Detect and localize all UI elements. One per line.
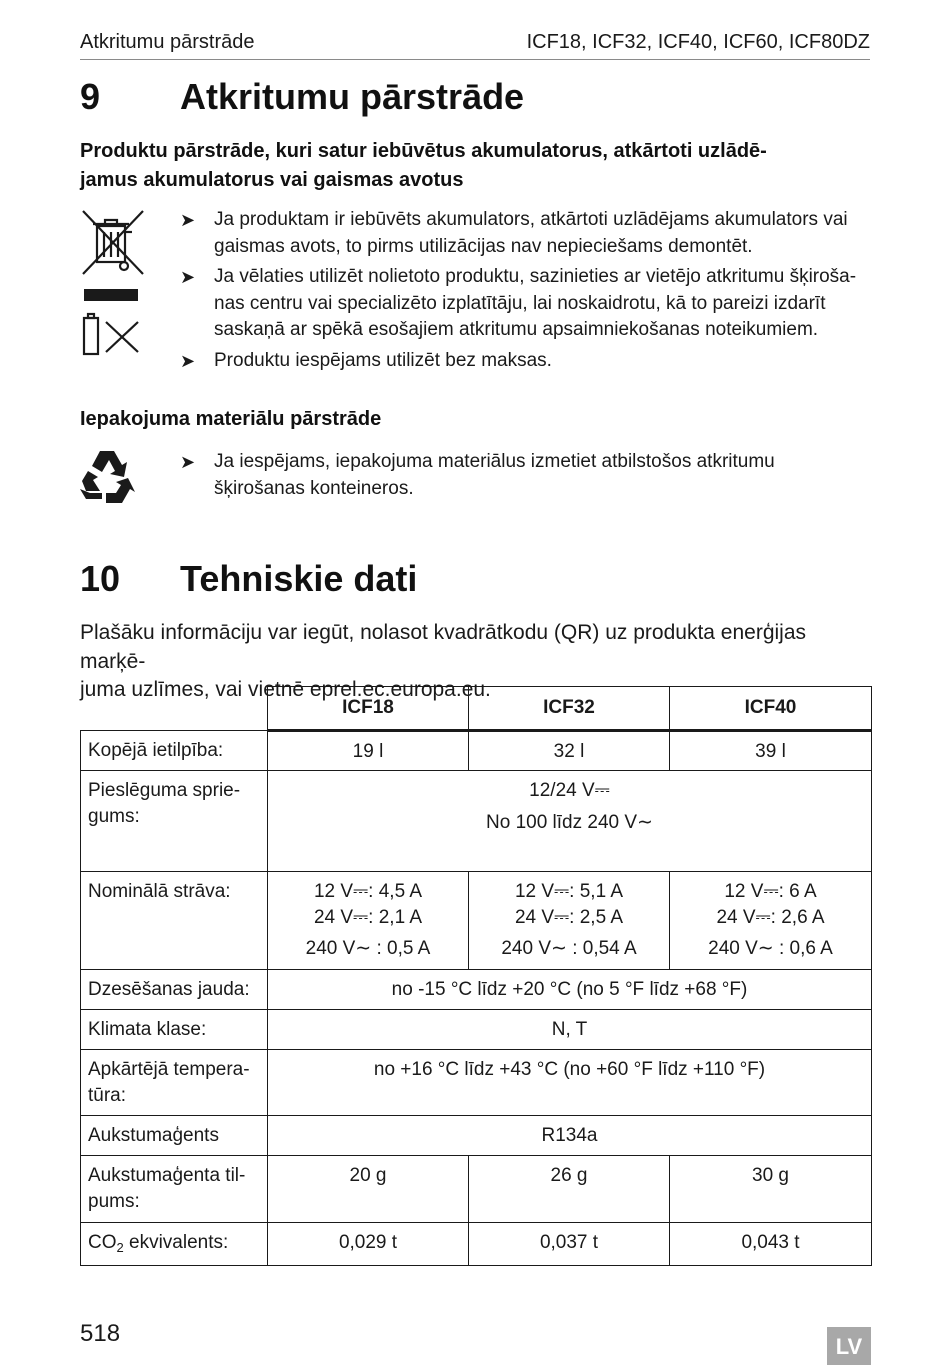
subsection-batteries-title-line1: Produktu pārstrāde, kuri satur iebūvētus akumulatorus, atkārtoti uzlādē- xyxy=(80,140,767,162)
table-row xyxy=(81,970,872,1010)
packaging-bullet-list xyxy=(180,449,870,506)
crossed-out-battery-icon xyxy=(80,312,142,356)
recycling-symbol-icon xyxy=(78,447,138,505)
table-cell: 0,029 t xyxy=(268,1223,469,1266)
row-label: Nominālā strāva: xyxy=(81,872,268,970)
table-cell: 12 V⎓: 6 A 24 V⎓: 2,6 A 240 V∼ : 0,6 A xyxy=(670,872,872,970)
table-header-row xyxy=(81,687,872,731)
column-header-icf18: ICF18 xyxy=(268,687,469,731)
header-section-title: Atkritumu pārstrāde xyxy=(80,31,255,53)
table-cell: 20 g xyxy=(268,1156,469,1223)
bullet-item: ➤ Produktu iespējams utilizēt bez maksas. xyxy=(180,348,870,375)
subsection-packaging-title: Iepakojuma materiālu pārstrāde xyxy=(80,408,382,430)
row-label: Apkārtējā tempera-tūra: xyxy=(81,1050,268,1116)
bullet-item: ➤ Ja produktam ir iebūvēts akumulators, atkārtoti uzlādējams akumulators vai gaismas avots, to pirms utilizācijas nav nepieciešams demontēt. xyxy=(180,209,848,257)
column-header-icf32: ICF32 xyxy=(469,687,670,731)
section-9-number: 9 xyxy=(80,76,101,117)
table-row xyxy=(81,1116,872,1156)
technical-data-table xyxy=(80,686,872,1266)
table-cell: 19 l xyxy=(268,731,469,771)
language-badge: LV xyxy=(827,1327,871,1365)
weee-underline-bar xyxy=(84,289,138,301)
table-cell: 39 l xyxy=(670,731,872,771)
section-10-number: 10 xyxy=(80,558,121,599)
row-label: Aukstumaģenta til-pums: xyxy=(81,1156,268,1223)
technical-data-intro: Plašāku informāciju var iegūt, nolasot kvadrātkodu (QR) uz produkta enerģijas marķē- juma uzlīmes, vai vietnē eprel.ec.europa.eu. xyxy=(80,621,807,701)
section-9-title: Atkritumu pārstrāde xyxy=(180,76,525,117)
row-label: Aukstumaģents xyxy=(81,1116,268,1156)
section-10-title: Tehniskie dati xyxy=(180,558,418,599)
row-label: $CO_2$ ekvivalents: xyxy=(81,1223,268,1266)
bullet-item: ➤ Ja iespējams, iepakojuma materiālus izmetiet atbilstošos atkritumu šķirošanas konteineros. xyxy=(180,451,775,499)
table-cell: no +16 °C līdz +43 °C (no +60 °F līdz +110 °F) xyxy=(268,1050,872,1116)
table-cell: 0,043 t xyxy=(670,1223,872,1266)
table-corner-cell xyxy=(81,687,268,731)
section-9-heading xyxy=(80,76,870,120)
arrow-right-icon: ➤ xyxy=(180,267,196,287)
arrow-right-icon: ➤ xyxy=(180,210,196,230)
column-header-icf40: ICF40 xyxy=(670,687,872,731)
table-cell: 12 V⎓: 5,1 A 24 V⎓: 2,5 A 240 V∼ : 0,54 A xyxy=(469,872,670,970)
bullet-item: ➤ Ja vēlaties utilizēt nolietoto produktu, sazinieties ar vietējo atkritumu šķiroša-nas centru vai specializēto izplatītāju, lai noskaidrotu, kā to pareizi izdarīt saskaņā ar spēkā esošajiem atkritumu apsaimniekošanas noteikumiem. xyxy=(180,266,857,340)
table-row xyxy=(81,771,872,872)
table-cell: 30 g xyxy=(670,1156,872,1223)
table-row xyxy=(81,1010,872,1050)
table-cell: 12/24 V⎓ No 100 līdz 240 V∼ xyxy=(268,771,872,872)
table-row xyxy=(81,872,872,970)
row-label: Pieslēguma sprie-gums: xyxy=(81,771,268,872)
header-rule xyxy=(80,59,870,60)
section-10-heading xyxy=(80,558,870,602)
table-cell: N, T xyxy=(268,1010,872,1050)
table-row xyxy=(81,1156,872,1223)
table-cell: no -15 °C līdz +20 °C (no 5 °F līdz +68 °F) xyxy=(268,970,872,1010)
row-label: Klimata klase: xyxy=(81,1010,268,1050)
table-cell: 12 V⎓: 4,5 A 24 V⎓: 2,1 A 240 V∼ : 0,5 A xyxy=(268,872,469,970)
row-label: Dzesēšanas jauda: xyxy=(81,970,268,1010)
table-cell: 0,037 t xyxy=(469,1223,670,1266)
batteries-bullet-list xyxy=(180,207,870,378)
page-number: 518 xyxy=(80,1320,121,1347)
table-cell: R134a xyxy=(268,1116,872,1156)
crossed-out-wheelie-bin-icon xyxy=(80,208,146,278)
row-label: Kopējā ietilpība: xyxy=(81,731,268,771)
table-row xyxy=(81,731,872,771)
subsection-batteries-title xyxy=(80,137,870,195)
table-row xyxy=(81,1223,872,1266)
table-cell: 32 l xyxy=(469,731,670,771)
table-cell: 26 g xyxy=(469,1156,670,1223)
table-row xyxy=(81,1050,872,1116)
header-model-list: ICF18, ICF32, ICF40, ICF60, ICF80DZ xyxy=(526,31,870,53)
arrow-right-icon: ➤ xyxy=(180,452,196,472)
subsection-batteries-title-line2: jamus akumulatorus vai gaismas avotus xyxy=(80,169,464,191)
arrow-right-icon: ➤ xyxy=(180,350,196,371)
